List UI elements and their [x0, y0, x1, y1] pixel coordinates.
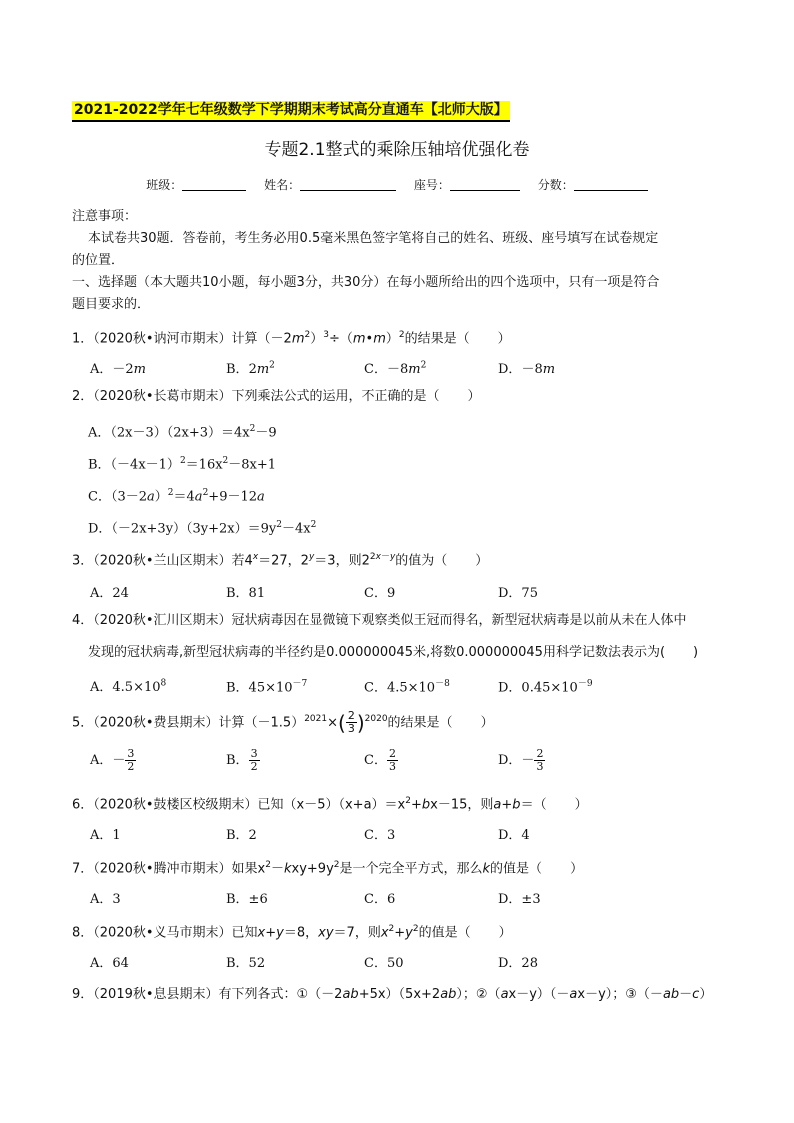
q5-option-b[interactable]: B． $\frac{3}{2}$ — [226, 747, 258, 773]
q3-option-b[interactable]: B．81 — [226, 586, 266, 601]
q5-option-c[interactable]: C． $\frac{2}{3}$ — [364, 747, 396, 773]
q4-option-b[interactable]: B．$45\times 10^{-7}$ — [226, 679, 308, 696]
class-label: 班级： — [146, 178, 183, 192]
q6-option-a[interactable]: A．1 — [90, 828, 121, 843]
notes-heading: 注意事项： — [72, 209, 138, 224]
q1-option-a[interactable]: A．－2m — [90, 362, 146, 377]
score-label: 分数： — [537, 178, 574, 192]
question-4-line-2: 发现的冠状病毒,新型冠状病毒的半径约是0.000000045米,将数0.000000045用科学记数法表示为( ) — [88, 645, 699, 660]
question-3: 3．（2020秋•兰山区期末）若$4^x=27$，$2^y=3$，则$2^{2x-y}$的值为（ ） — [72, 552, 489, 569]
notes-line-2: 的位置． — [72, 253, 125, 268]
q8-option-c[interactable]: C．50 — [364, 956, 404, 971]
name-field[interactable] — [300, 178, 396, 191]
q7-option-d[interactable]: D．±3 — [498, 892, 541, 907]
question-9: 9．（2019秋•息县期末）有下列各式：①（－2ab+5x）（5x+2ab）；②（ax－y）（－ax－y）；③（－ab－c） — [72, 987, 713, 1002]
question-4-line-1: 4．（2020秋•汇川区期末）冠状病毒因在显微镜下观察类似王冠而得名，新型冠状病毒是以前从未在人体中 — [72, 613, 687, 628]
question-8: 8．（2020秋•义马市期末）已知x+y＝8，xy＝7，则$x^2+y^2$的值是（ ） — [72, 924, 512, 941]
q2-option-c[interactable]: C．$(3-2a)^2=4a^2+9-12a$ — [88, 488, 265, 505]
q7-option-a[interactable]: A．3 — [90, 892, 121, 907]
section-intro-2: 题目要求的． — [72, 297, 151, 312]
seat-label: 座号： — [413, 178, 450, 192]
q2-option-b[interactable]: B．$(-4x-1)^2=16x^2-8x+1$ — [88, 456, 277, 473]
q1-option-b[interactable]: B．$2m^2$ — [226, 360, 275, 377]
q6-option-c[interactable]: C．3 — [364, 828, 396, 843]
seat-field[interactable] — [450, 178, 520, 191]
q4-option-d[interactable]: D．$0.45\times 10^{-9}$ — [498, 679, 593, 696]
name-label: 姓名： — [264, 178, 301, 192]
question-1: 1．（2020秋•讷河市期末）计算$(-2m^2)^3\div(m•m)^2$的结果是（ ） — [72, 330, 511, 347]
q2-option-a[interactable]: A．$(2x-3)(2x+3)=4x^2-9$ — [88, 424, 277, 441]
q6-option-b[interactable]: B．2 — [226, 828, 257, 843]
q7-option-c[interactable]: C．6 — [364, 892, 396, 907]
q1-option-c[interactable]: C．$-8m^2$ — [364, 360, 427, 377]
exam-series-header: 2021-2022学年七年级数学下学期期末考试高分直通车【北师大版】 — [72, 101, 510, 122]
q4-option-a[interactable]: A．$4.5\times 10^8$ — [90, 678, 167, 695]
q8-option-b[interactable]: B．52 — [226, 956, 266, 971]
q4-option-c[interactable]: C．$4.5\times 10^{-8}$ — [364, 679, 450, 696]
question-7: 7．（2020秋•腾冲市期末）如果$x^2-kxy+9y^2$是一个完全平方式，那么k的值是（ ） — [72, 860, 584, 877]
q5-option-d[interactable]: D．－ $\frac{2}{3}$ — [498, 747, 544, 773]
notes-line-1: 本试卷共30题．答卷前，考生务必用0.5毫米黑色签字笔将自己的姓名、班级、座号填写在试卷规定 — [88, 231, 659, 246]
q7-option-b[interactable]: B．±6 — [226, 892, 268, 907]
question-6: 6．（2020秋•鼓楼区校级期末）已知$(x-5)(x+a)=x^2+bx-15$，则a+b＝（ ） — [72, 796, 588, 813]
q1-option-d[interactable]: D．－8m — [498, 362, 556, 377]
paper-title: 专题2.1整式的乘除压轴培优强化卷 — [264, 140, 530, 160]
question-2: 2．（2020秋•长葛市期末）下列乘法公式的运用，不正确的是（ ） — [72, 389, 481, 404]
class-field[interactable] — [182, 178, 246, 191]
q3-option-a[interactable]: A．24 — [90, 586, 129, 601]
q3-option-d[interactable]: D．75 — [498, 586, 538, 601]
score-field[interactable] — [574, 178, 648, 191]
section-intro-1: 一、选择题（本大题共10小题，每小题3分，共30分）在每小题所给出的四个选项中，只有一项是符合 — [72, 275, 660, 290]
q5-option-a[interactable]: A．－ $\frac{3}{2}$ — [90, 747, 135, 773]
q6-option-d[interactable]: D．4 — [498, 828, 530, 843]
q8-option-d[interactable]: D．28 — [498, 956, 538, 971]
student-info-row — [0, 176, 794, 193]
q8-option-a[interactable]: A．64 — [90, 956, 129, 971]
q2-option-d[interactable]: D．$(-2x+3y)(3y+2x)=9y^2-4x^2$ — [88, 520, 317, 537]
question-5: 5．（2020秋•费县期末）计算$(-1.5)^{2021}\times$( $\frac{2}{3}$ )$^{2020}$的结果是（ ） — [72, 709, 494, 736]
q3-option-c[interactable]: C．9 — [364, 586, 396, 601]
